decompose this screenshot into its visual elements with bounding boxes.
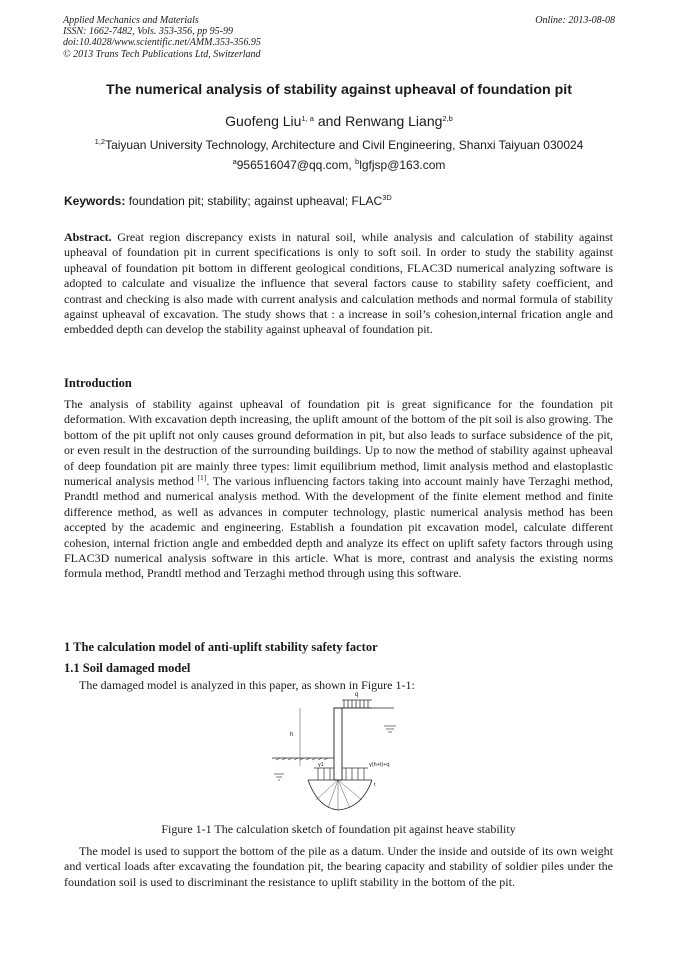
failure-arc-left xyxy=(308,780,338,810)
section-1-heading: 1 The calculation model of anti-uplift stability safety factor xyxy=(64,640,378,654)
label-load: γ(h+t)+q xyxy=(369,762,390,768)
keywords-label: Keywords: xyxy=(64,194,126,208)
email-line xyxy=(40,158,638,172)
label-h: h xyxy=(290,732,294,738)
affiliation xyxy=(40,138,638,152)
intro-text-1: The analysis of stability against upheaval of foundation pit is great significance for the foundation pit deformation. With excavation depth increasing, the uplift amount of the bottom of the pit soil is also growing. The bottom of the pit uplift not only causes ground deformation in pit, but also leads to surface subsidence of the pit, or even result in the destruction of the surrounding buildings. Up to now the method of stability against upheaval of deep foundation pit are mainly three types: limit equilibrium method, limit analysis method and elastoplastic numerical analysis method xyxy=(64,397,613,489)
model-paragraph: The model is used to support the bottom of the pile as a datum. Under the inside and outside of its own weight and vertical loads after excavating the foundation pit, the bearing capacity and stability of soldier piles under the foundation soil is used to discriminant the resistance to uplift stability in the bottom of the pit. xyxy=(64,844,613,889)
email-a-marker: a xyxy=(232,157,237,166)
online-date: Online: 2013-08-08 xyxy=(535,15,615,26)
citation-ref: [1] xyxy=(197,473,207,483)
label-t: t xyxy=(374,782,376,788)
affiliation-marker: 1,2 xyxy=(94,137,106,146)
email-b-marker: b xyxy=(355,157,360,166)
affiliation-text: Taiyuan University Technology, Architecture and Civil Engineering, Shanxi Taiyuan 030024 xyxy=(105,138,584,152)
email-b: lgfjsp@163.com xyxy=(359,158,446,172)
figure-caption: Figure 1-1 The calculation sketch of foundation pit against heave stability xyxy=(161,822,516,836)
label-q: q xyxy=(355,692,359,698)
introduction-heading: Introduction xyxy=(64,376,132,390)
abstract xyxy=(64,230,613,338)
introduction-paragraph xyxy=(64,397,613,582)
email-a: 956516047@qq.com, xyxy=(236,158,356,172)
author-1: Guofeng Liu xyxy=(225,113,302,129)
journal-header xyxy=(63,15,615,60)
doi-line: doi:10.4028/www.scientific.net/AMM.353-356.95 xyxy=(63,37,261,49)
keywords-sup: 3D xyxy=(382,193,392,202)
author-2: Renwang Liang xyxy=(345,113,443,129)
water-level-left xyxy=(274,774,284,780)
water-level-right xyxy=(384,726,396,732)
abstract-text: Great region discrepancy exists in natural soil, while analysis and calculation of stability against upheaval of foundation pit in current specifications is only to soft soil. In order to study the stability against upheaval of foundation pit bottom in different geological conditions, FLAC3D numerical analyzing software is adopted to calculate and visualize the influence that several factors cause to stability safety coefficient, and contrast and checking is also made with current analysis and calculation methods and normal formula of stability against upheaval of excavation. The study shows that : a increase in soil’s cohesion,internal frication angle and embedded depth can develop the stability against upheaval of foundation pit. xyxy=(64,230,613,337)
journal-name: Applied Mechanics and Materials xyxy=(63,15,199,26)
keywords xyxy=(64,194,392,208)
paper-title: The numerical analysis of stability against upheaval of foundation pit xyxy=(106,82,572,98)
section-1-1-heading: 1.1 Soil damaged model xyxy=(64,661,191,675)
issn-line: ISSN: 1662-7482, Vols. 353-356, pp 95-99 xyxy=(63,26,233,38)
keywords-text: foundation pit; stability; against upheaval; FLAC xyxy=(125,194,383,208)
retaining-pile xyxy=(334,708,342,780)
author-1-affil: 1, a xyxy=(301,114,314,123)
figure-intro-line: The damaged model is analyzed in this paper, as shown in Figure 1-1: xyxy=(79,678,415,692)
surcharge-load-hatch xyxy=(342,700,372,708)
author-conjunction: and xyxy=(313,113,346,129)
foundation-pit-diagram xyxy=(272,686,408,818)
author-2-affil: 2,b xyxy=(442,114,453,123)
author-line xyxy=(40,113,638,129)
abstract-label: Abstract. xyxy=(64,230,112,244)
pile-tip-load-hatch xyxy=(314,768,368,780)
intro-text-2: . The various influencing factors taking into account mainly have Terzaghi method, Prandtl method and numerical analysis method. With the development of the finite element method and finite difference method, as well as advances in computer technology, plastic numerical analysis method has been accepted by the academic and engineering. Establish a foundation pit excavation model, calculate different cohesion, internal friction angle and embedded depth and analyze its effect on uplift safety factors through using FLAC3D numerical analysis software in this article. What is more, contrast and analysis the existing norms formula method, Prandtl method and Terzaghi method through using this software. xyxy=(64,474,613,581)
copyright-line: © 2013 Trans Tech Publications Ltd, Switzerland xyxy=(63,48,261,60)
failure-radial-lines xyxy=(316,780,362,810)
label-gamma1: γ1 xyxy=(318,762,324,768)
